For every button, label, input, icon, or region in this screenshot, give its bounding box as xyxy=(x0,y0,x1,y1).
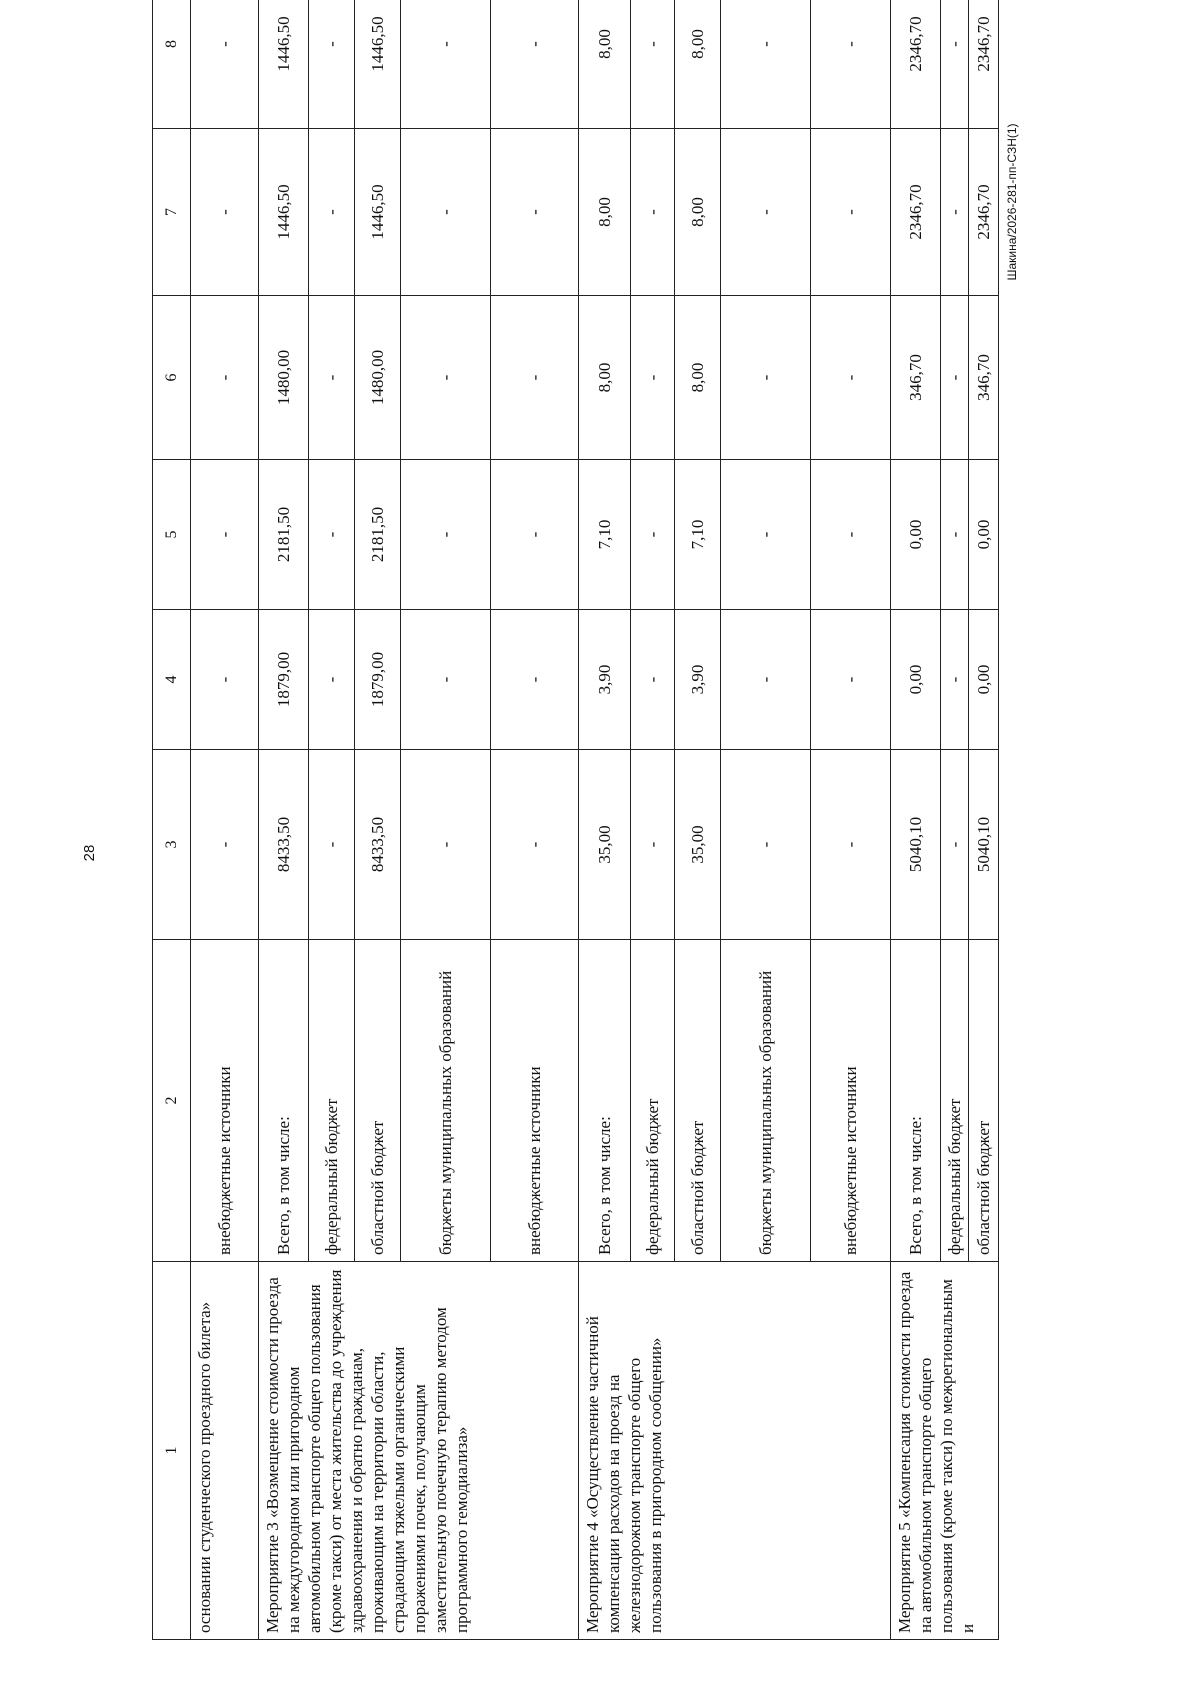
value-cell: 5040,10 xyxy=(969,750,999,940)
value-cell: 0,00 xyxy=(891,460,941,610)
value-cell: 1446,50 xyxy=(259,0,309,129)
value-cell: - xyxy=(721,0,811,129)
funding-source: областной бюджет xyxy=(675,940,721,1262)
value-cell: 1879,00 xyxy=(355,610,401,750)
value-cell: - xyxy=(191,296,259,460)
value-cell: 0,00 xyxy=(969,610,999,750)
value-cell: - xyxy=(811,750,891,940)
value-cell: - xyxy=(941,460,969,610)
value-cell: - xyxy=(401,0,491,129)
value-cell: 2346,70 xyxy=(891,129,941,296)
value-cell: - xyxy=(191,0,259,129)
value-cell: - xyxy=(309,610,355,750)
value-cell: - xyxy=(491,460,579,610)
value-cell: 2346,70 xyxy=(969,0,999,129)
value-cell: 1480,00 xyxy=(355,296,401,460)
value-cell: 1480,00 xyxy=(259,296,309,460)
value-cell: 8433,50 xyxy=(259,750,309,940)
value-cell: - xyxy=(631,129,675,296)
measure-description: Мероприятие 4 «Осуществление частичной компенсации расходов на проезд на железнодорожном транспорте общего пользования в пригородном сообщении» xyxy=(579,1262,891,1640)
funding-source: Всего, в том числе: xyxy=(891,940,941,1262)
value-cell: 2346,70 xyxy=(969,129,999,296)
funding-source: Всего, в том числе: xyxy=(579,940,631,1262)
value-cell: 346,70 xyxy=(969,296,999,460)
value-cell: - xyxy=(631,0,675,129)
value-cell: - xyxy=(941,610,969,750)
value-cell: 5040,10 xyxy=(891,750,941,940)
value-cell: 1446,50 xyxy=(355,0,401,129)
value-cell: - xyxy=(941,0,969,129)
value-cell: - xyxy=(721,296,811,460)
value-cell: 8433,50 xyxy=(355,750,401,940)
value-cell: 8,00 xyxy=(579,0,631,129)
value-cell: 7,10 xyxy=(675,460,721,610)
value-cell: 3,90 xyxy=(579,610,631,750)
value-cell: - xyxy=(811,129,891,296)
budget-table xyxy=(152,0,999,1640)
funding-source: внебюджетные источники xyxy=(191,940,259,1262)
value-cell: 8,00 xyxy=(579,129,631,296)
value-cell: - xyxy=(191,610,259,750)
value-cell: - xyxy=(631,296,675,460)
value-cell: - xyxy=(401,460,491,610)
table-row xyxy=(891,0,941,1640)
value-cell: 35,00 xyxy=(675,750,721,940)
measure-description: основании студенческого проездного билета» xyxy=(191,1262,259,1640)
value-cell: - xyxy=(631,460,675,610)
table-header-row xyxy=(153,0,191,1640)
value-cell: - xyxy=(941,750,969,940)
measure-description: Мероприятие 3 «Возмещение стоимости проезда на междугородном или пригородном автомобильном транспорте общего пользования (кроме такси) от места жительства до учреждения здравоохранения и обратно гражданам, проживающим на территории области, страдающим тяжелыми органическими поражениями почек, получающим заместительную почечную терапию методом программного гемодиализа» xyxy=(259,1262,579,1640)
value-cell: 3,90 xyxy=(675,610,721,750)
value-cell: 2346,70 xyxy=(891,0,941,129)
header-cell-6: 6 xyxy=(153,296,191,460)
table-row xyxy=(191,0,259,1640)
value-cell: - xyxy=(309,296,355,460)
header-cell-2: 2 xyxy=(153,940,191,1262)
value-cell: 2181,50 xyxy=(259,460,309,610)
funding-source: бюджеты муниципальных образований xyxy=(721,940,811,1262)
value-cell: 8,00 xyxy=(675,0,721,129)
value-cell: - xyxy=(491,296,579,460)
value-cell: - xyxy=(491,0,579,129)
funding-source: областной бюджет xyxy=(969,940,999,1262)
header-cell-3: 3 xyxy=(153,750,191,940)
value-cell: - xyxy=(401,129,491,296)
value-cell: - xyxy=(491,610,579,750)
value-cell: 8,00 xyxy=(579,296,631,460)
value-cell: - xyxy=(309,750,355,940)
value-cell: - xyxy=(191,460,259,610)
value-cell: - xyxy=(721,460,811,610)
value-cell: - xyxy=(811,610,891,750)
value-cell: 0,00 xyxy=(891,610,941,750)
funding-source: федеральный бюджет xyxy=(941,940,969,1262)
value-cell: - xyxy=(811,460,891,610)
value-cell: - xyxy=(491,750,579,940)
table-row xyxy=(579,0,631,1640)
value-cell: 8,00 xyxy=(675,296,721,460)
value-cell: - xyxy=(401,610,491,750)
value-cell: - xyxy=(309,129,355,296)
header-cell-4: 4 xyxy=(153,610,191,750)
value-cell: 8,00 xyxy=(675,129,721,296)
value-cell: 0,00 xyxy=(969,460,999,610)
header-cell-8: 8 xyxy=(153,0,191,129)
funding-source: Всего, в том числе: xyxy=(259,940,309,1262)
value-cell: - xyxy=(309,460,355,610)
value-cell: - xyxy=(721,750,811,940)
funding-source: федеральный бюджет xyxy=(631,940,675,1262)
value-cell: - xyxy=(811,296,891,460)
value-cell: 35,00 xyxy=(579,750,631,940)
page-number: 28 xyxy=(81,844,98,862)
value-cell: - xyxy=(309,0,355,129)
funding-source: федеральный бюджет xyxy=(309,940,355,1262)
table-row xyxy=(259,0,309,1640)
value-cell: - xyxy=(721,129,811,296)
value-cell: - xyxy=(491,129,579,296)
document-code: Шакина/2026-281-пп-СЗН(1) xyxy=(1005,123,1019,281)
value-cell: - xyxy=(941,129,969,296)
value-cell: 1879,00 xyxy=(259,610,309,750)
funding-source: бюджеты муниципальных образований xyxy=(401,940,491,1262)
funding-source: областной бюджет xyxy=(355,940,401,1262)
header-cell-7: 7 xyxy=(153,129,191,296)
value-cell: 1446,50 xyxy=(355,129,401,296)
header-cell-5: 5 xyxy=(153,460,191,610)
value-cell: - xyxy=(631,750,675,940)
value-cell: 346,70 xyxy=(891,296,941,460)
value-cell: 7,10 xyxy=(579,460,631,610)
value-cell: - xyxy=(191,129,259,296)
value-cell: - xyxy=(631,610,675,750)
budget-table-frame xyxy=(152,0,998,1640)
funding-source: внебюджетные источники xyxy=(491,940,579,1262)
value-cell: - xyxy=(401,750,491,940)
value-cell: - xyxy=(721,610,811,750)
header-cell-1: 1 xyxy=(153,1262,191,1640)
value-cell: - xyxy=(811,0,891,129)
value-cell: 1446,50 xyxy=(259,129,309,296)
funding-source: внебюджетные источники xyxy=(811,940,891,1262)
value-cell: 2181,50 xyxy=(355,460,401,610)
value-cell: - xyxy=(401,296,491,460)
value-cell: - xyxy=(191,750,259,940)
value-cell: - xyxy=(941,296,969,460)
measure-description: Мероприятие 5 «Компенсация стоимости проезда на автомобильном транспорте общего пользования (кроме такси) по межрегиональным и xyxy=(891,1262,999,1640)
